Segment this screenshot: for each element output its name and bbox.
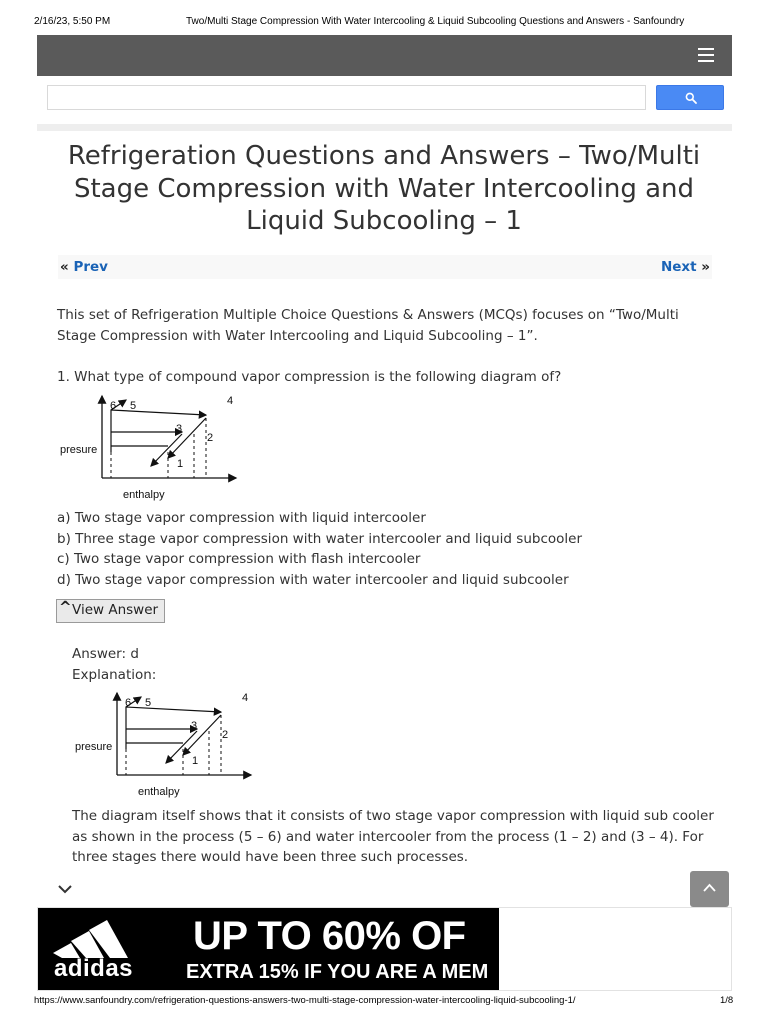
ad-headline: UP TO 60% OF [193, 914, 466, 958]
next-quote: » [701, 259, 710, 275]
prev-link[interactable] [60, 259, 108, 275]
diagram-point-5: 5 [130, 400, 137, 412]
diagram-point-2: 2 [222, 729, 229, 741]
explanation-label: Explanation: [72, 666, 157, 683]
print-datetime: 2/16/23, 5:50 PM [34, 16, 111, 27]
print-page-title: Two/Multi Stage Compression With Water Intercooling & Liquid Subcooling Questions and Answers - Sanfoundry [186, 16, 685, 27]
adidas-logo-icon [52, 916, 157, 958]
ph-diagram-explanation [71, 687, 271, 802]
view-answer-button[interactable] [56, 599, 165, 623]
answer-block [72, 644, 156, 685]
diagram-point-1: 1 [177, 458, 184, 470]
scroll-to-top-button[interactable] [690, 871, 729, 907]
diagram-point-4: 4 [227, 395, 234, 407]
prev-label: Prev [73, 259, 108, 275]
question-text: 1. What type of compound vapor compression is the following diagram of? [57, 369, 562, 385]
option-b: b) Three stage vapor compression with water intercooler and liquid subcooler [57, 530, 582, 547]
answer-text: Answer: d [72, 646, 139, 662]
search-icon [685, 92, 697, 104]
diagram-ylabel: presure [75, 741, 113, 753]
page-title: Refrigeration Questions and Answers – Two/Multi Stage Compression with Water Intercooling and Liquid Subcooling – 1 [67, 141, 701, 236]
top-navigation-bar [37, 35, 732, 76]
ph-diagram-question [56, 390, 256, 505]
diagram-point-3: 3 [176, 423, 183, 435]
ad-subline: EXTRA 15% IF YOU ARE A MEM [186, 961, 489, 983]
diagram-point-3: 3 [191, 720, 198, 732]
option-d: d) Two stage vapor compression with water intercooler and liquid subcooler [57, 571, 569, 588]
diagram-ylabel: presure [60, 444, 98, 456]
adidas-ad-banner[interactable] [38, 908, 499, 990]
option-c: c) Two stage vapor compression with flash intercooler [57, 551, 421, 568]
hamburger-menu-icon[interactable] [698, 48, 714, 62]
prev-next-navigation [58, 255, 712, 279]
view-answer-label: View Answer [72, 602, 159, 618]
print-url: https://www.sanfoundry.com/refrigeration-questions-answers-two-multi-stage-compression-water-intercooling-liquid-subcooling-1/ [34, 995, 576, 1006]
chevron-down-icon[interactable] [58, 884, 72, 894]
caret-up-icon: ^ [59, 598, 72, 616]
header-divider [37, 124, 732, 131]
diagram-point-2: 2 [207, 432, 214, 444]
diagram-point-1: 1 [192, 755, 199, 767]
diagram-point-5: 5 [145, 697, 152, 709]
next-link[interactable] [661, 259, 710, 275]
print-page-number: 1/8 [720, 995, 734, 1006]
search-button[interactable] [656, 85, 724, 110]
intro-paragraph: This set of Refrigeration Multiple Choice Questions & Answers (MCQs) focuses on “Two/Multi Stage Compression with Water Intercooling and Liquid Subcooling – 1”. [57, 307, 679, 344]
chevron-up-icon [703, 883, 716, 892]
ad-brand-text: adidas [54, 955, 134, 982]
prev-quote: « [60, 259, 69, 275]
diagram-point-6: 6 [110, 400, 117, 412]
answer-options [57, 508, 582, 590]
option-a: a) Two stage vapor compression with liquid intercooler [57, 510, 426, 526]
diagram-xlabel: enthalpy [123, 489, 165, 501]
next-label: Next [660, 259, 697, 275]
diagram-point-4: 4 [242, 692, 249, 704]
diagram-xlabel: enthalpy [138, 786, 180, 798]
diagram-point-6: 6 [125, 697, 132, 709]
search-input[interactable] [47, 85, 646, 110]
explanation-text: The diagram itself shows that it consists of two stage vapor compression with liquid sub cooler as shown in the process (5 – 6) and water intercooler from the process (1 – 2) and (3 – 4). For three stages there would have been three such processes. [72, 808, 714, 865]
